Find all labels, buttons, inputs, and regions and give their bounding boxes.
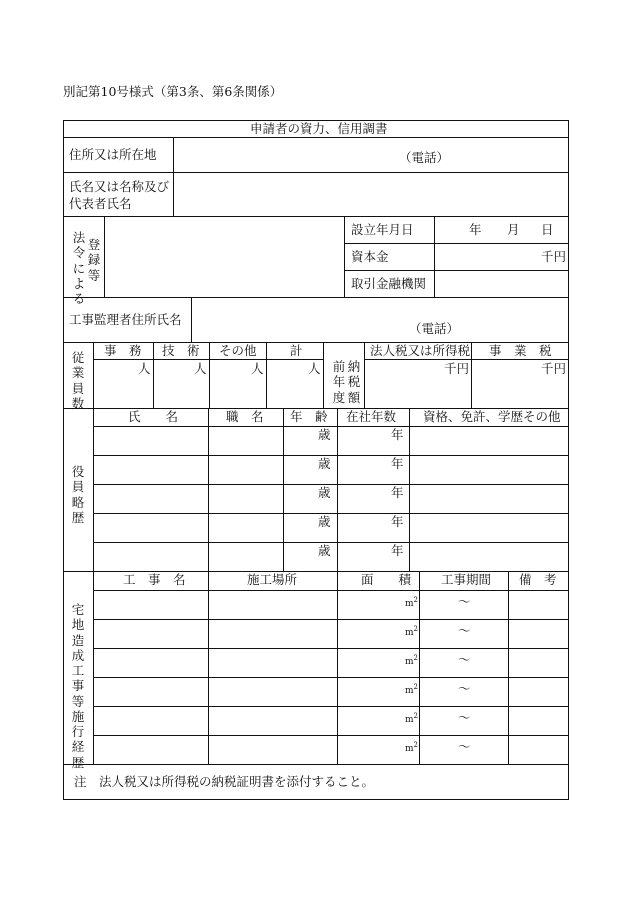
name-label-line1: 氏名又は名称及び (69, 179, 170, 194)
works-period-separator: ～ (458, 652, 471, 667)
works-section-label: 宅地造成工事等施行経歴 (71, 602, 85, 770)
unit-jimu: 人 (138, 361, 151, 376)
works-area-unit-sup: 2 (413, 654, 419, 662)
works-period-separator: ～ (458, 623, 471, 638)
officer-age-unit: 歳 (318, 485, 331, 500)
works-header-name: 工 事 名 (123, 572, 186, 587)
works-area-unit (405, 742, 418, 754)
biz-tax-label: 事 業 税 (489, 343, 552, 358)
works-period-separator: ～ (458, 681, 471, 696)
officer-header-tenure: 在社年数 (346, 409, 397, 424)
works-area-unit-base: m (405, 744, 414, 754)
works-period-separator: ～ (458, 710, 471, 725)
works-area-unit-base: m (405, 686, 414, 696)
works-header-location: 施工場所 (247, 572, 298, 587)
works-header-period: 工事期間 (441, 572, 492, 587)
works-area-unit-sup: 2 (413, 712, 419, 720)
officer-tenure-unit: 年 (391, 514, 404, 529)
works-area-unit-sup: 2 (413, 596, 419, 604)
supervisor-phone-label: （電話） (409, 321, 460, 336)
works-area-unit-sup: 2 (413, 741, 419, 749)
name-label-line2: 代表者氏名 (69, 196, 132, 211)
works-area-unit-sup: 2 (413, 683, 419, 691)
works-period-separator: ～ (458, 594, 471, 609)
employees-label: 従業員数 (71, 350, 85, 411)
officer-tenure-unit: 年 (391, 485, 404, 500)
officer-header-age: 年 齢 (290, 409, 328, 424)
bank-label: 取引金融機関 (351, 276, 427, 291)
form-title: 申請者の資力、信用調書 (250, 121, 388, 136)
works-area-unit (405, 684, 418, 696)
form-number-heading: 別記第10号様式（第3条、第6条関係） (63, 84, 283, 99)
works-area-unit (405, 655, 418, 667)
footnote: 注 法人税又は所得税の納税証明書を添付すること。 (74, 774, 375, 789)
tax-label-col1: 前年度 (332, 359, 346, 405)
biz-tax-unit: 千円 (541, 361, 567, 376)
works-area-unit-sup: 2 (413, 625, 419, 633)
supervisor-label: 工事監理者住所氏名 (69, 312, 182, 327)
col-gijutsu: 技 術 (162, 343, 200, 358)
officer-header-title: 職 名 (226, 409, 264, 424)
works-area-unit-base: m (405, 599, 414, 609)
col-kei: 計 (290, 343, 303, 358)
officers-section-label: 役員略歴 (71, 464, 85, 525)
col-sonota: その他 (219, 343, 257, 358)
officer-header-name: 氏 名 (128, 409, 179, 424)
unit-gijutsu: 人 (194, 361, 207, 376)
works-header-remarks: 備 考 (519, 572, 557, 587)
corp-tax-unit: 千円 (444, 361, 470, 376)
year-unit: 年 (469, 222, 482, 237)
works-area-unit (405, 713, 418, 725)
applicant-phone-label: （電話） (399, 150, 450, 165)
address-label: 住所又は所在地 (69, 147, 157, 162)
officer-age-unit: 歳 (318, 456, 331, 471)
law-label-col1: 法令による (72, 230, 86, 306)
officer-tenure-unit: 年 (391, 456, 404, 471)
officer-tenure-unit: 年 (391, 543, 404, 558)
day-unit: 日 (541, 222, 554, 237)
officer-age-unit: 歳 (318, 514, 331, 529)
officer-age-unit: 歳 (318, 543, 331, 558)
works-header-area: 面 積 (361, 572, 412, 587)
works-area-unit-base: m (405, 628, 414, 638)
col-jimu: 事 務 (104, 343, 142, 358)
officer-tenure-unit: 年 (391, 427, 404, 442)
works-period-separator: ～ (458, 739, 471, 754)
capital-unit: 千円 (541, 249, 567, 264)
officer-header-qualifications: 資格、免許、学歴その他 (423, 409, 561, 424)
established-label: 設立年月日 (351, 222, 414, 237)
corp-tax-label: 法人税又は所得税 (370, 343, 471, 358)
law-label-col2: 登録等 (87, 237, 101, 283)
tax-label-col2: 納税額 (347, 359, 361, 405)
officer-age-unit: 歳 (318, 427, 331, 442)
works-area-unit-base: m (405, 657, 414, 667)
works-area-unit (405, 597, 418, 609)
works-area-unit (405, 626, 418, 638)
unit-sonota: 人 (251, 361, 264, 376)
month-unit: 月 (507, 222, 520, 237)
works-area-unit-base: m (405, 715, 414, 725)
capital-label: 資本金 (351, 249, 389, 264)
unit-kei: 人 (308, 361, 321, 376)
